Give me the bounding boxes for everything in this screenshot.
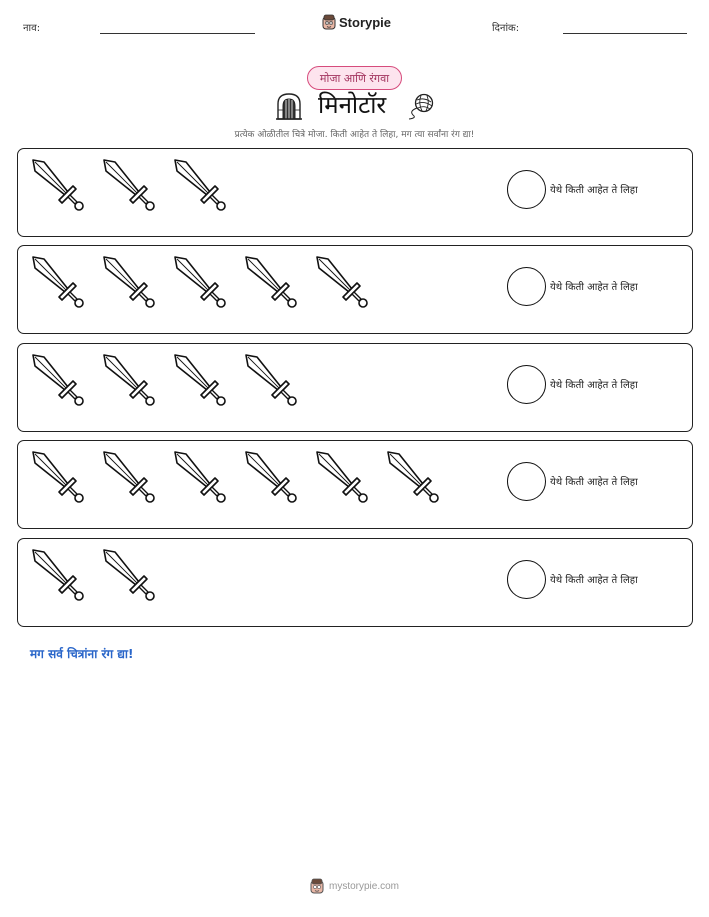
sword-icon bbox=[243, 352, 298, 413]
counting-row bbox=[17, 538, 693, 627]
sword-icon bbox=[243, 254, 298, 315]
sword-icon bbox=[30, 352, 85, 413]
sword-icon bbox=[30, 254, 85, 315]
answer-label: येथे किती आहेत ते लिहा bbox=[550, 185, 638, 196]
sword-icon bbox=[101, 157, 156, 218]
answer-circle[interactable] bbox=[507, 267, 546, 306]
sword-icon bbox=[30, 157, 85, 218]
sword-icon bbox=[314, 254, 369, 315]
answer-label: येथे किती आहेत ते लिहा bbox=[550, 575, 638, 586]
brand-name: Storypie bbox=[339, 14, 392, 30]
worksheet-header bbox=[0, 0, 709, 40]
sword-icon bbox=[243, 449, 298, 510]
sword-icon bbox=[101, 547, 156, 608]
sword-icon bbox=[314, 449, 369, 510]
page-title: मिनोटॉर bbox=[318, 91, 387, 119]
counting-row bbox=[17, 148, 693, 237]
coloring-note: मग सर्व चित्रांना रंग द्या! bbox=[30, 647, 134, 661]
sword-icon bbox=[172, 449, 227, 510]
storypie-mascot-icon bbox=[322, 14, 336, 30]
sword-group bbox=[30, 254, 369, 315]
sword-icon bbox=[101, 254, 156, 315]
storypie-mascot-icon bbox=[310, 878, 324, 894]
instructions-text: प्रत्येक ओळीतील चित्रे मोजा. किती आहेत ते लिहा, मग त्या सर्वांना रंग द्या! bbox=[234, 130, 475, 140]
sword-icon bbox=[101, 352, 156, 413]
answer-circle[interactable] bbox=[507, 560, 546, 599]
name-label: नाव: bbox=[23, 23, 41, 34]
answer-circle[interactable] bbox=[507, 365, 546, 404]
footer-brand bbox=[0, 878, 709, 894]
name-write-line bbox=[100, 33, 255, 34]
sword-icon bbox=[172, 352, 227, 413]
activity-badge: मोजा आणि रंगवा bbox=[307, 66, 402, 90]
sword-icon bbox=[101, 449, 156, 510]
sword-icon bbox=[385, 449, 440, 510]
answer-circle[interactable] bbox=[507, 462, 546, 501]
counting-row bbox=[17, 245, 693, 334]
stone-doorway-icon bbox=[275, 92, 303, 120]
sword-icon bbox=[172, 254, 227, 315]
answer-label: येथे किती आहेत ते लिहा bbox=[550, 477, 638, 488]
footer-url: mystorypie.com bbox=[328, 880, 399, 892]
answer-label: येथे किती आहेत ते लिहा bbox=[550, 282, 638, 293]
sword-icon bbox=[30, 449, 85, 510]
sword-group bbox=[30, 352, 298, 413]
date-write-line bbox=[563, 33, 687, 34]
sword-group bbox=[30, 547, 156, 608]
sword-icon bbox=[30, 547, 85, 608]
answer-circle[interactable] bbox=[507, 170, 546, 209]
counting-row bbox=[17, 440, 693, 529]
title-row bbox=[0, 88, 709, 124]
answer-label: येथे किती आहेत ते लिहा bbox=[550, 380, 638, 391]
brand-logo bbox=[322, 12, 391, 32]
date-label: दिनांक: bbox=[492, 23, 520, 34]
yarn-ball-icon bbox=[405, 93, 435, 121]
sword-icon bbox=[172, 157, 227, 218]
sword-group bbox=[30, 449, 440, 510]
counting-row bbox=[17, 343, 693, 432]
sword-group bbox=[30, 157, 227, 218]
